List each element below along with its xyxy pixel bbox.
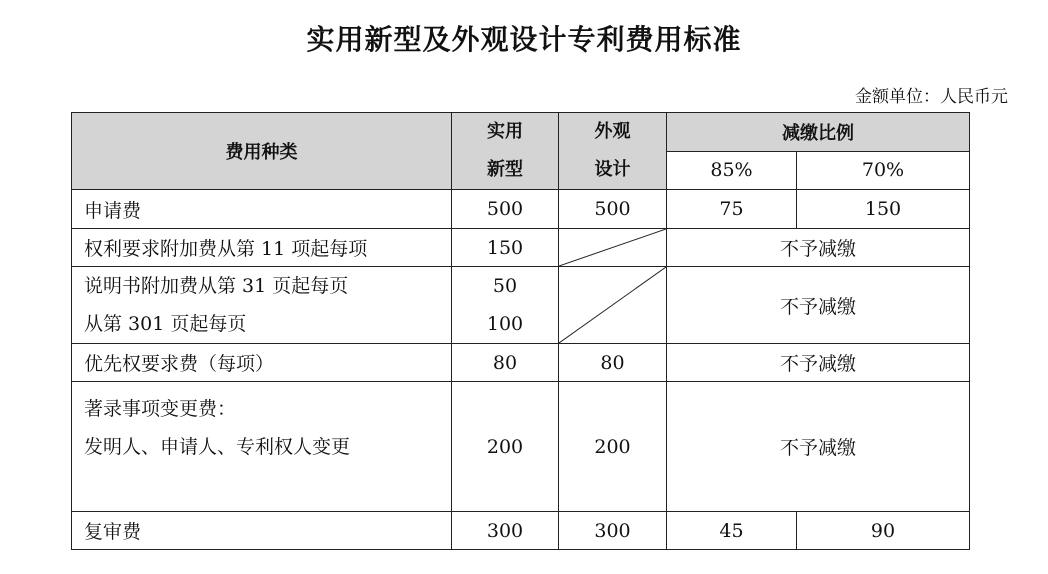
header-utility (452, 113, 559, 190)
not-applicable-diagonal (559, 229, 667, 267)
not-applicable-diagonal (559, 267, 667, 344)
utility-value: 80 (452, 344, 559, 382)
row-label: 优先权要求费（每项） (72, 344, 452, 382)
utility-value: 500 (452, 190, 559, 229)
row-label (72, 267, 452, 344)
utility-value-line1: 50 (492, 275, 518, 297)
utility-value (452, 267, 559, 344)
row-label-line2: 发明人、申请人、专利权人变更 (84, 436, 351, 458)
row-label: 申请费 (72, 190, 452, 229)
header-design-line1: 外观 (594, 121, 631, 142)
row-label-line1: 著录事项变更费： (84, 398, 237, 420)
no-reduction-note: 不予减缴 (667, 344, 970, 382)
no-reduction-note: 不予减缴 (667, 382, 970, 512)
reduction-85-value: 45 (667, 512, 797, 550)
table-row (72, 344, 970, 382)
table-row (72, 229, 970, 267)
utility-value: 300 (452, 512, 559, 550)
page-title: 实用新型及外观设计专利费用标准 (306, 23, 742, 56)
table-row (72, 190, 970, 229)
header-fee-type: 费用种类 (72, 113, 452, 190)
design-value: 300 (559, 512, 667, 550)
header-design-line2: 设计 (594, 159, 631, 180)
no-reduction-note: 不予减缴 (667, 267, 970, 344)
table-row (72, 512, 970, 550)
no-reduction-note: 不予减缴 (667, 229, 970, 267)
design-value: 500 (559, 190, 667, 229)
table-row (72, 267, 970, 344)
reduction-70-value: 90 (797, 512, 970, 550)
reduction-70-value: 150 (797, 190, 970, 229)
header-pct70: 70% (797, 151, 970, 190)
row-label-line1: 说明书附加费从第 31 页起每页 (84, 275, 349, 297)
fee-table (71, 112, 970, 550)
header-reduction: 减缴比例 (667, 113, 970, 152)
table-row (72, 382, 970, 512)
header-design (559, 113, 667, 190)
design-value: 80 (559, 344, 667, 382)
row-label: 权利要求附加费从第 11 项起每项 (72, 229, 452, 267)
utility-value: 150 (452, 229, 559, 267)
currency-unit-note: 金额单位：人民币元 (855, 87, 1008, 107)
row-label (72, 382, 452, 512)
row-label: 复审费 (72, 512, 452, 550)
utility-value-line2: 100 (486, 313, 524, 335)
design-value: 200 (559, 382, 667, 512)
header-utility-line2: 新型 (487, 159, 523, 180)
header-pct85: 85% (667, 151, 797, 190)
row-label-line2: 从第 301 页起每页 (84, 313, 247, 335)
header-utility-line1: 实用 (487, 121, 523, 142)
reduction-85-value: 75 (667, 190, 797, 229)
utility-value: 200 (452, 382, 559, 512)
